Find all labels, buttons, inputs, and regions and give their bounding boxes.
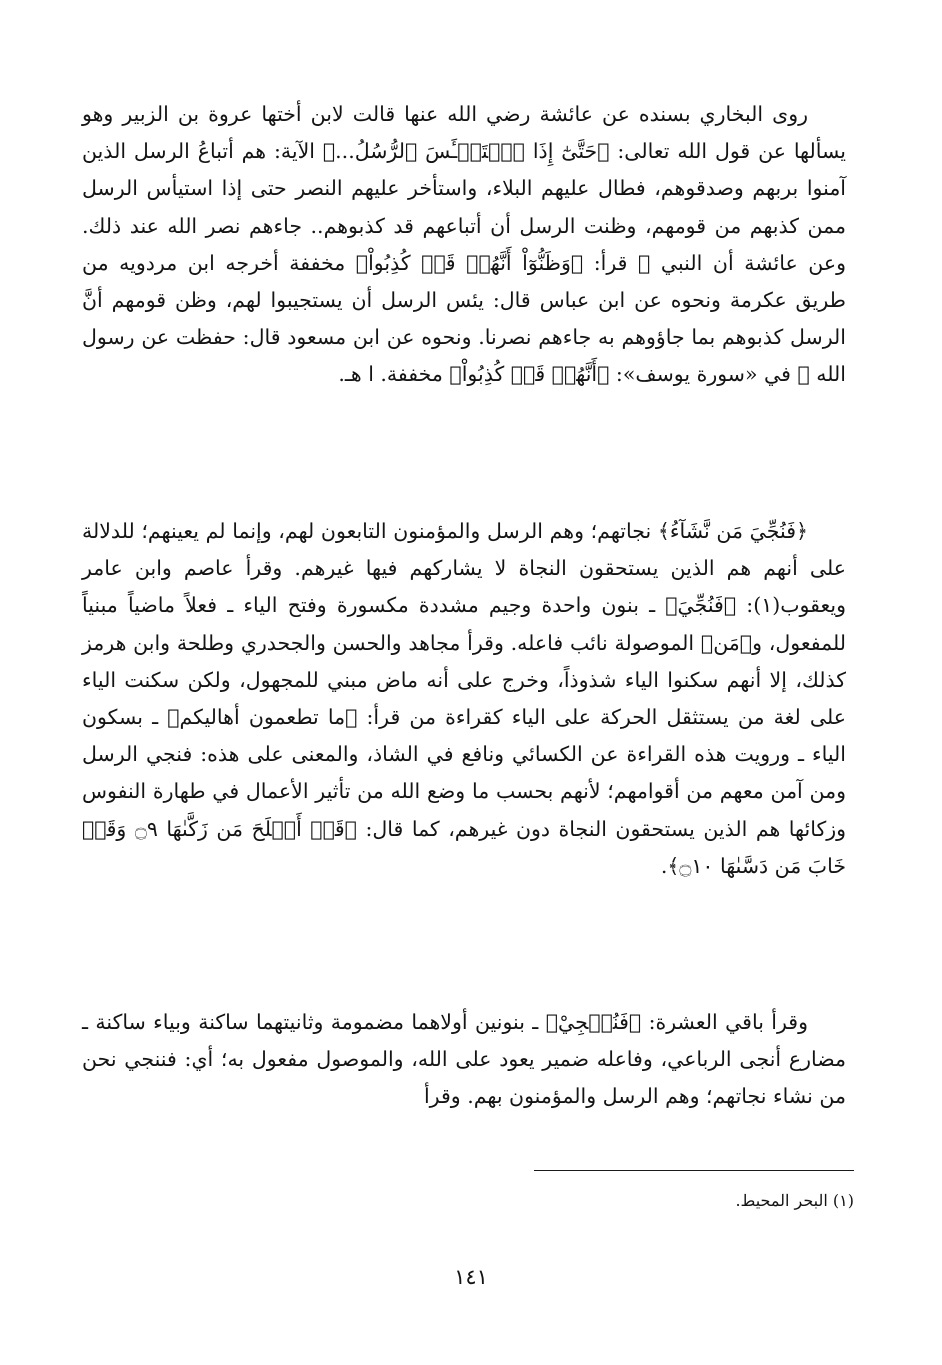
paragraph-text: وقرأ باقي العشرة: ﴿فَنُنۡجِيْ﴾ ـ بنونين أولاهما مضمومة وثانيتهما ساكنة وبياء ساكنة ـ مضارع أنجى الرباعي، وفاعله ضمير يعود على الله، والموصول مفعول به؛ أي: فننجي نحن من نشاء نجاتهم؛ وهم الرسل والمؤمنون بهم. وقرأ (82, 1010, 846, 1109)
body-paragraph-3 (82, 1004, 846, 1116)
body-paragraph-2 (82, 513, 846, 885)
footnote-divider (534, 1170, 854, 1171)
paragraph-text: ﴿فَنُجِّيَ مَن نَّشَآءُ﴾ نجاتهم؛ وهم الرسل والمؤمنون التابعون لهم، وإنما لم يعينهم؛ للدلالة على أنهم هم الذين يستحقون النجاة لا يشاركهم فيها غيرهم. وقرأ عاصم وابن عامر ويعقوب(١): ﴿فَنُجِّيَ﴾ ـ بنون واحدة وجيم مشددة مكسورة وفتح الياء ـ فعلاً ماضياً مبنياً للمفعول، و﴿مَن﴾ الموصولة نائب فاعله. وقرأ مجاهد والحسن والجحدري وطلحة وابن هرمز كذلك، إلا أنهم سكنوا الياء شذوذاً، وخرج على أنه ماض مبني للمجهول، ولكن سكنت الياء على لغة من يستثقل الحركة على الياء كقراءة من قرأ: ﴿ما تطعمون أهاليكم﴾ ـ بسكون الياء ـ ورويت هذه القراءة عن الكسائي ونافع في الشاذ، والمعنى على هذه: فنجي الرسل ومن آمن معهم من أقوامهم؛ لأنهم بحسب ما وضع الله من تأثير الأعمال في طهارة النفوس وزكائها هم الذين يستحقون النجاة دون غيرهم، كما قال: ﴿قَدۡ أَفۡلَحَ مَن زَكَّىٰهَا ۝٩ وَقَدۡ خَابَ مَن دَسَّىٰهَا ۝١٠﴾. (82, 519, 846, 878)
body-paragraph-1 (82, 96, 846, 394)
paragraph-text: روى البخاري بسنده عن عائشة رضي الله عنها قالت لابن أختها عروة بن الزبير وهو يسألها عن قول الله تعالى: ﴿حَتَّىٰٓ إِذَا ٱسۡتَيۡـَٔسَ ٱلرُّسُلُ...﴾ الآية: هم أتباعُ الرسل الذين آمنوا بربهم وصدقوهم، فطال عليهم البلاء، واستأخر عليهم النصر حتى إذا استيأس الرسل ممن كذبهم من قومهم، وظنت الرسل أن أتباعهم قد كذبوهم.. جاءهم نصر الله عند ذلك. وعن عائشة أن النبي ﷺ قرأ: ﴿وَظَنُّوٓاْ أَنَّهُمۡ قَدۡ كُذِبُواْ﴾ مخففة أخرجه ابن مردويه من طريق عكرمة ونحوه عن ابن عباس قال: يئس الرسل أن يستجيبوا لهم، وظن قومهم أنَّ الرسل كذبوهم بما جاؤوهم به جاءهم نصرنا. ونحوه عن ابن مسعود قال: حفظت عن رسول الله ﷺ في «سورة يوسف»: ﴿أَنَّهُمۡ قَدۡ كُذِبُواْ﴾ مخففة. ا هـ. (82, 102, 846, 387)
footnote: (١) البحر المحيط. (735, 1191, 854, 1210)
page-number: ١٤١ (454, 1265, 488, 1289)
